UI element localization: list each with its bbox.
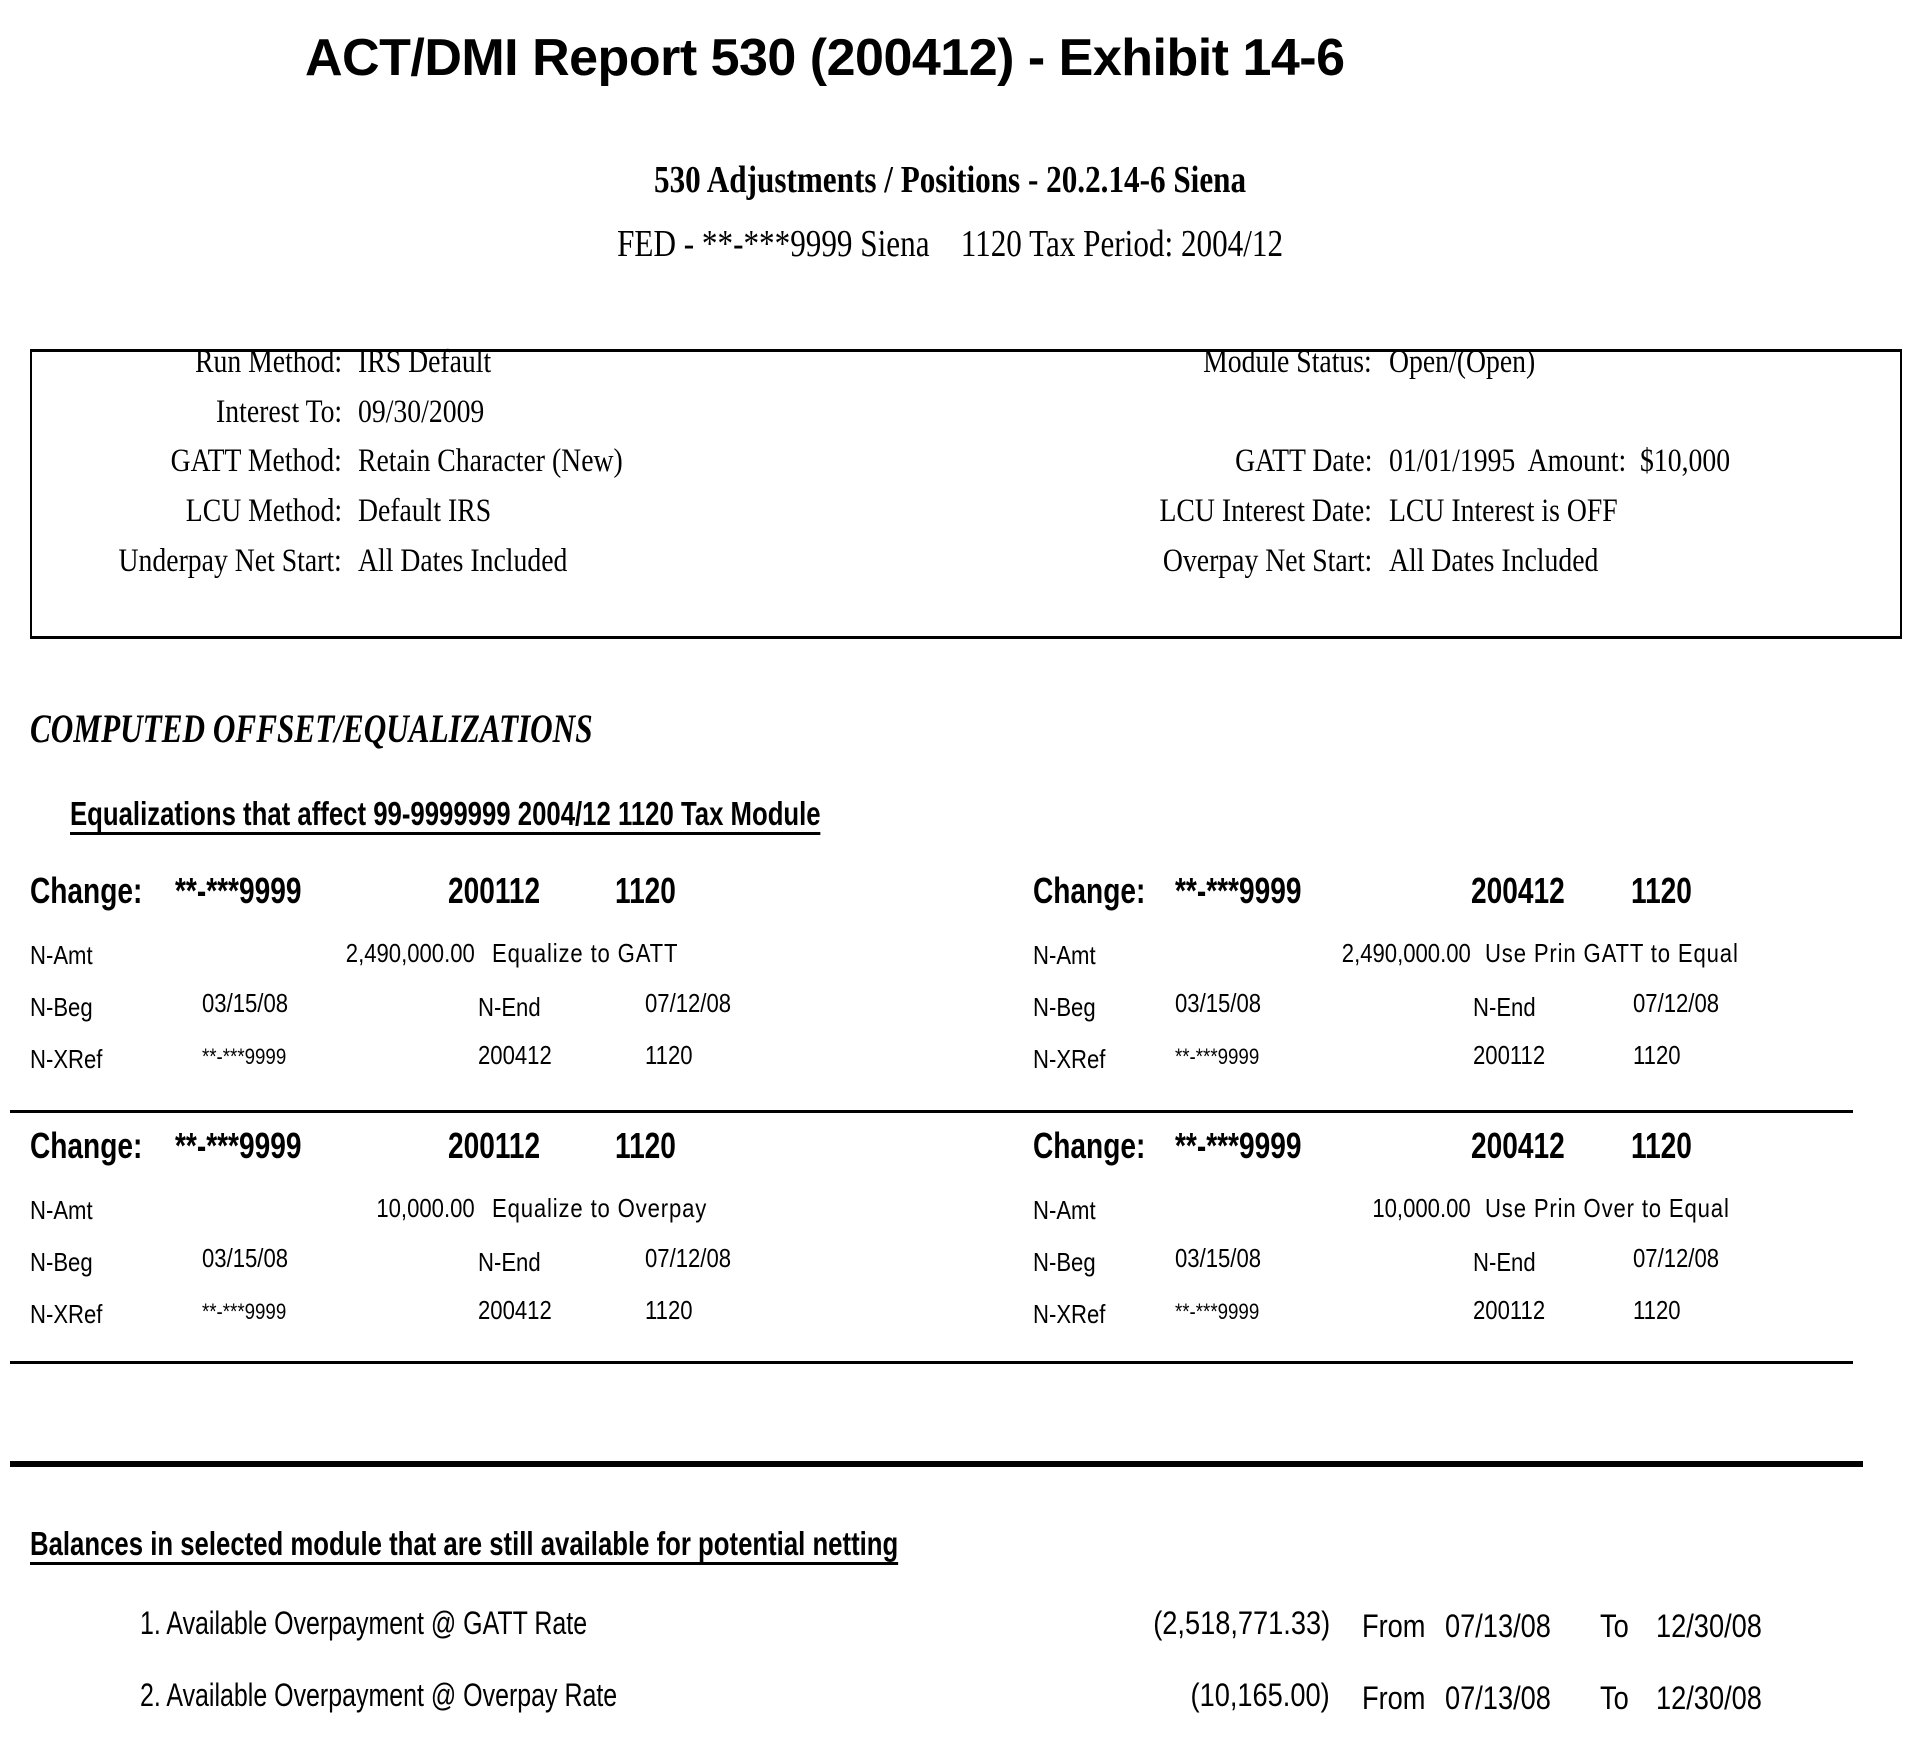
change-period: 200112	[448, 870, 541, 911]
report-subheader	[0, 222, 1900, 266]
change-form: 1120	[1631, 1125, 1692, 1166]
n-beg-label: N-Beg	[30, 992, 93, 1022]
balance-to-date: 12/30/08	[1656, 1608, 1762, 1644]
n-xref-period: 200412	[478, 1295, 552, 1325]
n-beg-value: 03/15/08	[202, 988, 289, 1018]
n-xref-period: 200412	[478, 1040, 552, 1070]
n-end-label: N-End	[478, 1247, 541, 1277]
balance-label: 2. Available Overpayment @ Overpay Rate	[140, 1677, 618, 1713]
n-xref-form: 1120	[1633, 1040, 1681, 1070]
balance-range-to	[1600, 1680, 1634, 1717]
change-form: 1120	[1631, 870, 1692, 911]
balance-range	[1362, 1680, 1437, 1717]
subtitle-line-2: FED - **-***9999 Siena 1120 Tax Period: 2004/12	[617, 223, 1283, 265]
setting-label: Run Method:	[194, 344, 342, 380]
setting-label: Interest To:	[215, 394, 342, 430]
computed-offsets-heading	[30, 705, 751, 752]
n-end-value: 07/12/08	[645, 988, 732, 1018]
balance-range-to-date	[1656, 1608, 1781, 1645]
balance-row	[140, 1677, 752, 1714]
change-form: 1120	[615, 1125, 676, 1166]
n-xref-form: 1120	[1633, 1295, 1681, 1325]
balance-to-label: To	[1600, 1680, 1629, 1716]
change-label: Change:	[30, 1125, 143, 1166]
n-end-label: N-End	[478, 992, 541, 1022]
n-xref-period: 200112	[1473, 1040, 1546, 1070]
n-xref-form: 1120	[645, 1295, 693, 1325]
setting-label: GATT Method:	[170, 443, 342, 479]
equalization-entry	[30, 1125, 930, 1355]
setting-value-run-method: IRS Default	[358, 344, 492, 380]
n-amt-value: 2,490,000.00	[1341, 938, 1471, 968]
change-label: Change:	[30, 870, 143, 911]
n-beg-label: N-Beg	[30, 1247, 93, 1277]
n-xref-label: N-XRef	[30, 1299, 103, 1329]
n-beg-value: 03/15/08	[202, 1243, 289, 1273]
report-title: ACT/DMI Report 530 (200412) - Exhibit 14-6	[305, 29, 1345, 87]
settings-box	[30, 344, 1902, 639]
setting-label: Overpay Net Start:	[1162, 543, 1372, 579]
equalization-entry	[30, 870, 930, 1100]
balance-amount-wrap	[1120, 1677, 1330, 1714]
setting-value-underpay-net-start: All Dates Included	[358, 543, 568, 579]
equalization-entry	[1033, 870, 1932, 1100]
balance-from-label: From	[1362, 1608, 1426, 1644]
n-amt-description: Use Prin Over to Equal	[1485, 1193, 1730, 1223]
balance-from-date: 07/13/08	[1445, 1680, 1551, 1716]
balance-row	[140, 1605, 713, 1642]
n-beg-label: N-Beg	[1033, 1247, 1096, 1277]
n-xref-form: 1120	[645, 1040, 693, 1070]
setting-value-interest-to: 09/30/2009	[358, 394, 485, 430]
n-xref-tin: **-***9999	[202, 1044, 287, 1069]
setting-label: Module Status:	[1203, 344, 1372, 380]
balance-label: 1. Available Overpayment @ GATT Rate	[140, 1605, 588, 1641]
setting-value-gatt-date: 01/01/1995 Amount: $10,000	[1389, 443, 1731, 479]
report-subtitle	[0, 158, 1900, 202]
setting-label: Underpay Net Start:	[118, 543, 342, 579]
change-tin: **-***9999	[1175, 870, 1302, 911]
setting-value-gatt-method: Retain Character (New)	[358, 443, 623, 479]
computed-offsets-heading-text: COMPUTED OFFSET/EQUALIZATIONS	[30, 706, 593, 751]
n-end-value: 07/12/08	[1633, 1243, 1720, 1273]
subtitle-line-1: 530 Adjustments / Positions - 20.2.14-6 Siena	[653, 159, 1247, 201]
balances-heading	[30, 1525, 1143, 1565]
n-amt-label: N-Amt	[1033, 940, 1096, 970]
divider-equalizations-middle	[10, 1110, 1853, 1113]
change-period: 200112	[448, 1125, 541, 1166]
change-label: Change:	[1033, 1125, 1146, 1166]
n-end-label: N-End	[1473, 992, 1536, 1022]
setting-value-lcu-method: Default IRS	[358, 493, 492, 529]
balance-amount-wrap	[1120, 1605, 1330, 1642]
n-beg-label: N-Beg	[1033, 992, 1096, 1022]
n-xref-label: N-XRef	[30, 1044, 103, 1074]
change-tin: **-***9999	[175, 870, 302, 911]
balance-amount: (2,518,771.33)	[1153, 1605, 1330, 1641]
setting-run-method-label-wrap	[32, 342, 342, 382]
n-xref-label: N-XRef	[1033, 1299, 1106, 1329]
balance-range-to	[1600, 1608, 1634, 1645]
n-xref-tin: **-***9999	[1175, 1044, 1260, 1069]
balance-to-date: 12/30/08	[1656, 1680, 1762, 1716]
n-amt-value: 10,000.00	[1372, 1193, 1471, 1223]
balance-to-label: To	[1600, 1608, 1629, 1644]
n-end-value: 07/12/08	[645, 1243, 732, 1273]
n-beg-value: 03/15/08	[1175, 1243, 1262, 1273]
balance-range-from	[1445, 1608, 1570, 1645]
divider-equalizations-bottom	[10, 1361, 1853, 1364]
divider-section	[10, 1461, 1863, 1467]
change-tin: **-***9999	[1175, 1125, 1302, 1166]
change-form: 1120	[615, 870, 676, 911]
n-amt-value: 10,000.00	[376, 1193, 475, 1223]
n-xref-tin: **-***9999	[202, 1299, 287, 1324]
n-amt-label: N-Amt	[1033, 1195, 1096, 1225]
n-amt-description: Equalize to Overpay	[492, 1193, 708, 1223]
n-amt-label: N-Amt	[30, 940, 93, 970]
equalizations-heading	[70, 795, 1032, 835]
balance-range	[1362, 1608, 1437, 1645]
balance-amount: (10,165.00)	[1190, 1677, 1330, 1713]
n-end-label: N-End	[1473, 1247, 1536, 1277]
change-tin: **-***9999	[175, 1125, 302, 1166]
balances-heading-text: Balances in selected module that are still available for potential netting	[30, 1526, 898, 1565]
equalization-entry	[1033, 1125, 1932, 1355]
change-period: 200412	[1471, 1125, 1565, 1166]
n-xref-tin: **-***9999	[1175, 1299, 1260, 1324]
n-xref-period: 200112	[1473, 1295, 1546, 1325]
balance-from-date: 07/13/08	[1445, 1608, 1551, 1644]
balance-range-to-date	[1656, 1680, 1781, 1717]
balance-from-label: From	[1362, 1680, 1426, 1716]
n-amt-description: Use Prin GATT to Equal	[1485, 938, 1739, 968]
setting-value-module-status: Open/(Open)	[1389, 344, 1536, 380]
equalizations-heading-text: Equalizations that affect 99-9999999 2004/12 1120 Tax Module	[70, 796, 821, 835]
setting-label: LCU Interest Date:	[1159, 493, 1372, 529]
setting-value-lcu-interest-date: LCU Interest is OFF	[1389, 493, 1618, 529]
n-end-value: 07/12/08	[1633, 988, 1720, 1018]
setting-label: GATT Date:	[1234, 443, 1372, 479]
change-period: 200412	[1471, 870, 1565, 911]
n-amt-label: N-Amt	[30, 1195, 93, 1225]
setting-value-overpay-net-start: All Dates Included	[1389, 543, 1599, 579]
n-amt-description: Equalize to GATT	[492, 938, 679, 968]
balance-range-from	[1445, 1680, 1570, 1717]
change-label: Change:	[1033, 870, 1146, 911]
n-xref-label: N-XRef	[1033, 1044, 1106, 1074]
n-beg-value: 03/15/08	[1175, 988, 1262, 1018]
setting-label: LCU Method:	[185, 493, 342, 529]
n-amt-value: 2,490,000.00	[345, 938, 475, 968]
